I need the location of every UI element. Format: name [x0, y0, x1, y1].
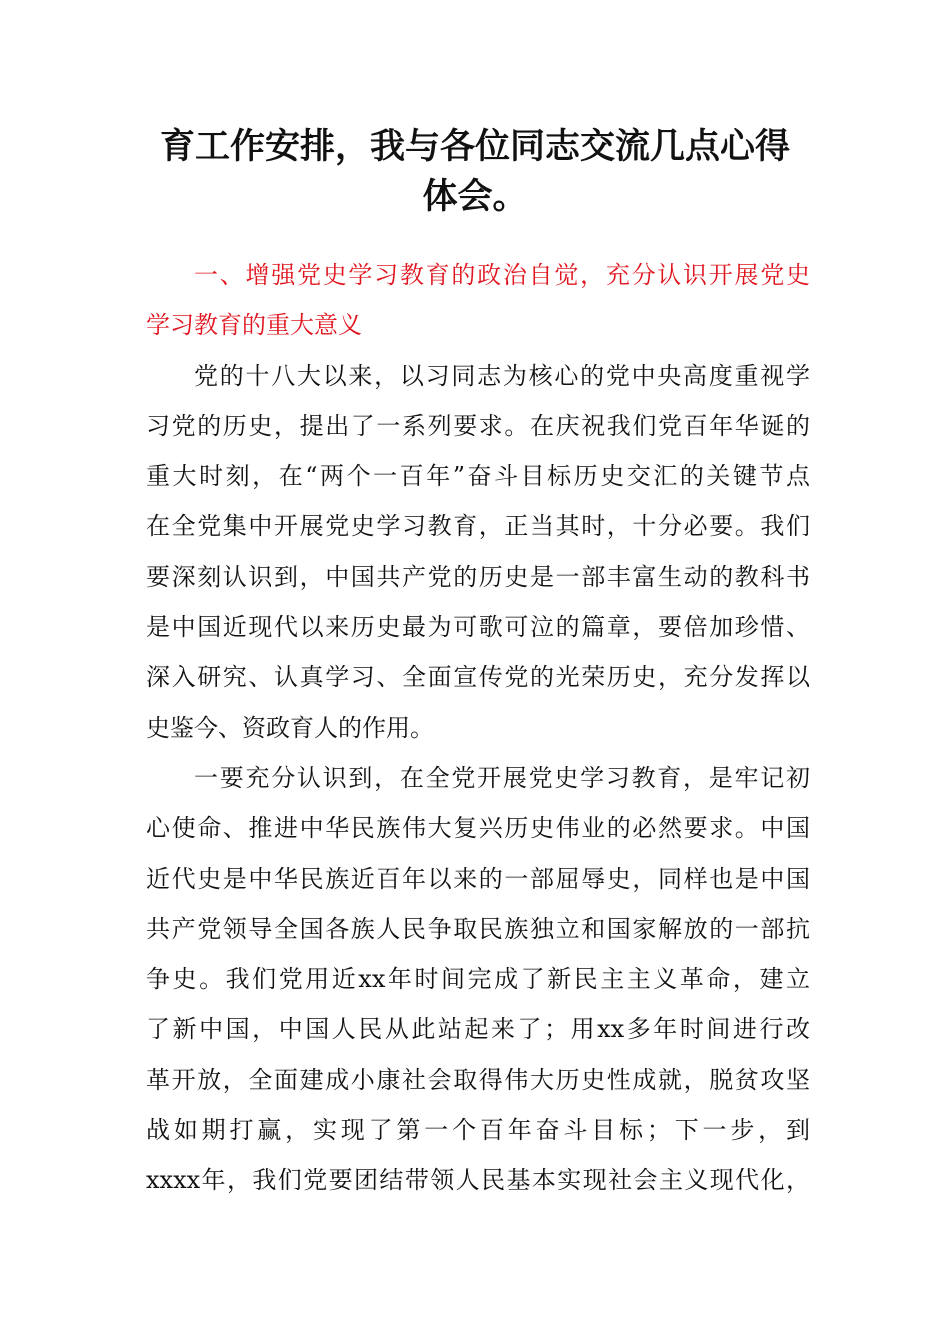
title-line: 育工作安排，我与各位同志交流几点心得 [159, 126, 790, 167]
paragraph-line: 党的十八大以来，以习同志为核心的党中央高度重视学 [194, 361, 810, 390]
paragraph-line: 心使命、推进中华民族伟大复兴历史伟业的必然要求。中国 [146, 814, 810, 843]
document-body [146, 250, 810, 1206]
paragraph-line: 习党的历史，提出了一系列要求。在庆祝我们党百年华诞的 [146, 411, 810, 440]
paragraph-line: 一要充分认识到，在全党开展党史学习教育，是牢记初 [194, 763, 810, 792]
paragraph-line: 要深刻认识到，中国共产党的历史是一部丰富生动的教科书 [146, 562, 810, 591]
paragraph-line: 史鉴今、资政育人的作用。 [146, 713, 434, 742]
paragraph-line: 深入研究、认真学习、全面宣传党的光荣历史，充分发挥以 [146, 663, 810, 692]
paragraph-line: xxxx年，我们党要团结带领人民基本实现社会主义现代化， [146, 1166, 810, 1195]
paragraph-line: 是中国近现代以来历史最为可歌可泣的篇章，要倍加珍惜、 [146, 613, 810, 642]
section-heading-line: 一、增强党史学习教育的政治自觉，充分认识开展党史 [194, 261, 810, 289]
paragraph-line: 了新中国，中国人民从此站起来了；用xx多年时间进行改 [146, 1015, 810, 1044]
document-title [100, 122, 850, 222]
paragraph-line: 在全党集中开展党史学习教育，正当其时，十分必要。我们 [146, 512, 810, 541]
paragraph-2 [146, 753, 810, 1206]
title-line: 体会。 [422, 176, 528, 217]
paragraph-line: 革开放，全面建成小康社会取得伟大历史性成就，脱贫攻坚 [146, 1065, 810, 1094]
section-heading-line: 学习教育的重大意义 [146, 311, 362, 340]
paragraph-line: 争史。我们党用近xx年时间完成了新民主主义革命，建立 [146, 965, 810, 994]
paragraph-line: 战如期打赢，实现了第一个百年奋斗目标；下一步，到 [146, 1116, 810, 1145]
paragraph-line: 近代史是中华民族近百年以来的一部屈辱史，同样也是中国 [146, 864, 810, 893]
paragraph-line: 共产党领导全国各族人民争取民族独立和国家解放的一部抗 [146, 914, 810, 943]
paragraph-line: 重大时刻，在“两个一百年”奋斗目标历史交汇的关键节点 [146, 462, 810, 491]
paragraph-1 [146, 351, 810, 753]
